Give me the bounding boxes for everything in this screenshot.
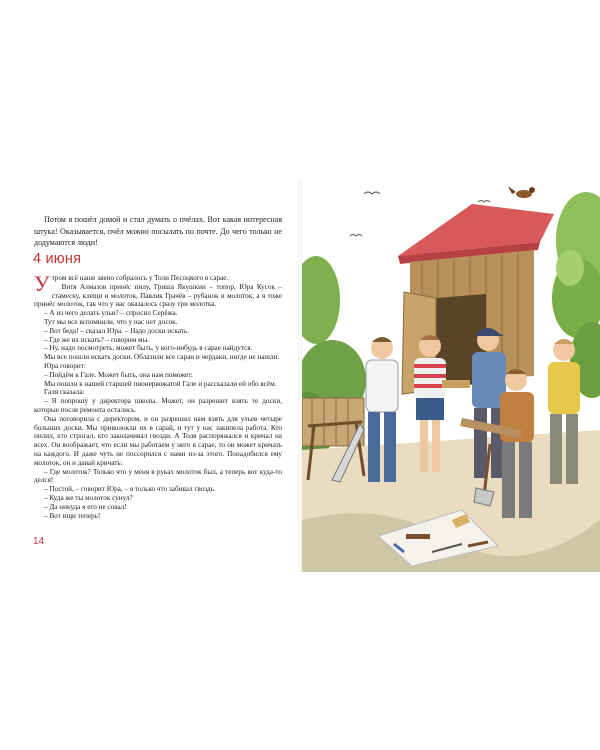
paragraph: Мы все пошли искать доски. Облазили все сараи и чердаки, нигде не нашли.	[44, 353, 280, 362]
paragraph: – Вот ищи теперь!	[44, 511, 101, 520]
chapter-body	[34, 271, 282, 520]
paragraph: – Вот беда! – сказал Юра. – Надо доски искать.	[44, 326, 189, 335]
page-number: 14	[33, 536, 45, 547]
paragraph: Она поговорила с директором, и он разрешил нам взять для ульев четыре больших доски. Мы приволокли их в сарай, и тут у нас закипела работа. Кто пилил, кто строгал, кто заколачивал гвозди. А Толя распоряжался и кричал на всех. Он воображает, что если мы работаем у него в сарае, то он может кричать на каждого. И даже чуть не поссорился с нами из-за этого. Понадобился ему молоток, он и давай кричать:	[34, 414, 282, 467]
paragraph: – Постой, – говорит Юра, – я только что забивал гвоздь.	[44, 485, 216, 494]
paragraph: – Ну, надо посмотреть, может быть, у кого-нибудь в сарае найдутся.	[44, 344, 253, 353]
paragraph: Тут мы все вспомнили, что у нас нет досок.	[44, 317, 178, 326]
illustration-boys-building-hives	[302, 180, 600, 572]
paragraph: – Где же их искать? – говорим мы.	[44, 335, 150, 344]
intro-paragraph: Потом я пошёл домой и стал думать о пчёлах. Вот какая интересная штука! Оказывается, пчёл можно посылать по почте. До чего только не додумаются люди!	[34, 215, 282, 248]
drop-cap: У	[34, 271, 50, 296]
paragraph: – Пойдём к Гале. Может быть, она нам поможет.	[44, 370, 193, 379]
paragraph: Витя Алмазов принёс пилу, Гриша Якушкин – топор, Юра Кусок – стамеску, клещи и молоток, Павлик Грачёв – рубанок и молоток, а я тоже принёс молоток, так что у нас оказалось сразу три молотка.	[34, 282, 282, 309]
paragraph-text: тром всё наше звено собралось у Толи Песоцкого в сарае.	[51, 274, 229, 282]
paragraph: – Я попрошу у директора школы. Может, он разрешит взять те доски, которые после ремонта остались.	[34, 397, 282, 414]
paragraph: – Где молоток? Только что у меня в руках молоток был, а теперь вот куда-то делся!	[34, 467, 282, 485]
paragraph: – Да никуда я его не совал!	[44, 502, 127, 511]
paragraph: – Куда же ты молоток сунул?	[44, 493, 133, 502]
paragraph: Мы пошли к нашей старшей пионервожатой Гале и рассказали ей обо всём.	[44, 379, 277, 388]
chapter-title: 4 июня	[33, 251, 82, 267]
paragraph: Юра говорит:	[44, 361, 86, 370]
paragraph: Галя сказала:	[44, 388, 85, 397]
paragraph: – А из чего делать ульи? – спросил Серёжа.	[44, 309, 178, 318]
